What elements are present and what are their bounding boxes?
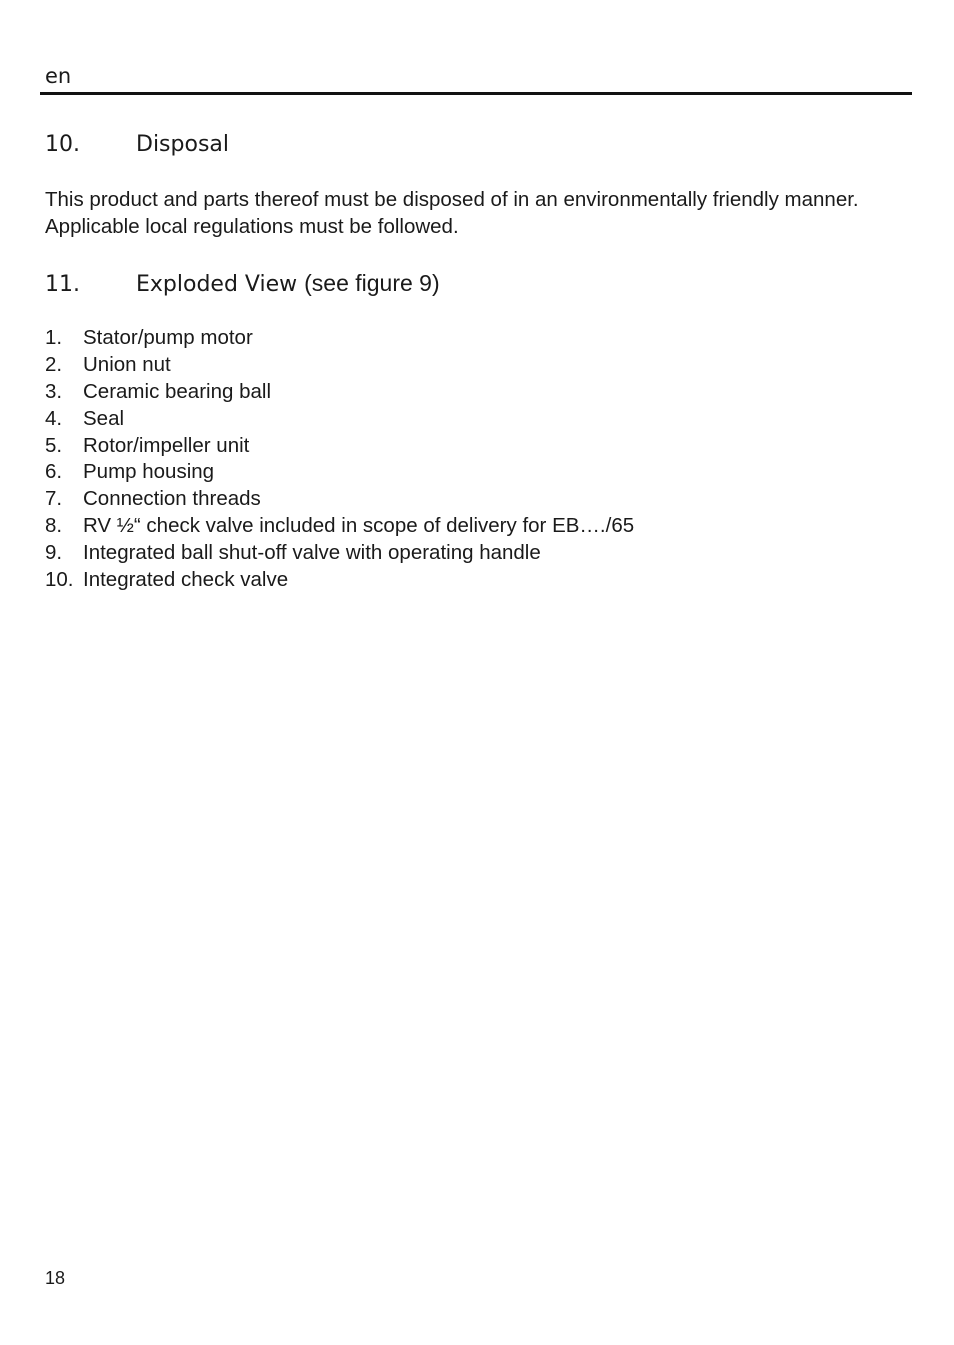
item-text: Ceramic bearing ball bbox=[83, 379, 272, 403]
section-number: 11. bbox=[45, 272, 80, 297]
item-text: Integrated ball shut-off valve with operating handle bbox=[83, 541, 541, 565]
section-heading-exploded-view bbox=[45, 268, 440, 300]
list-item bbox=[45, 432, 634, 459]
list-item bbox=[45, 539, 634, 566]
disposal-paragraph: This product and parts thereof must be disposed of in an environmentally friendly manner. Applicable local regulations must be followed. bbox=[45, 188, 859, 238]
item-text: RV ½“ check valve included in scope of delivery for EB…./65 bbox=[83, 514, 635, 538]
item-number: 9. bbox=[45, 541, 63, 565]
item-number: 3. bbox=[45, 379, 63, 403]
item-text: Pump housing bbox=[83, 460, 215, 484]
item-number: 4. bbox=[45, 406, 63, 430]
item-number: 6. bbox=[45, 460, 63, 484]
item-text: Rotor/impeller unit bbox=[83, 433, 250, 457]
section-number: 10. bbox=[45, 132, 80, 157]
parts-list bbox=[45, 324, 634, 593]
list-item bbox=[45, 458, 634, 485]
section-title: Disposal bbox=[136, 132, 229, 157]
list-item bbox=[45, 485, 634, 512]
list-item bbox=[45, 324, 634, 351]
item-number: 5. bbox=[45, 433, 63, 457]
item-text: Stator/pump motor bbox=[83, 326, 253, 349]
section-title: Exploded View bbox=[136, 272, 298, 297]
list-item bbox=[45, 351, 634, 378]
page-number: 18 bbox=[45, 1268, 66, 1288]
item-text: Seal bbox=[83, 406, 125, 430]
item-number: 1. bbox=[45, 326, 63, 349]
item-number: 7. bbox=[45, 487, 63, 511]
section-heading-disposal bbox=[45, 130, 229, 160]
list-item bbox=[45, 378, 634, 405]
item-number: 2. bbox=[45, 352, 63, 376]
item-text: Integrated check valve bbox=[83, 568, 289, 592]
item-text: Connection threads bbox=[83, 487, 261, 511]
list-item bbox=[45, 566, 634, 593]
figure-reference: (see figure 9) bbox=[304, 270, 440, 296]
item-number: 10. bbox=[45, 568, 74, 592]
header-divider bbox=[40, 92, 912, 95]
list-item bbox=[45, 512, 634, 539]
language-tag: en bbox=[45, 64, 72, 88]
list-item bbox=[45, 405, 634, 432]
item-text: Union nut bbox=[83, 352, 171, 376]
item-number: 8. bbox=[45, 514, 63, 538]
